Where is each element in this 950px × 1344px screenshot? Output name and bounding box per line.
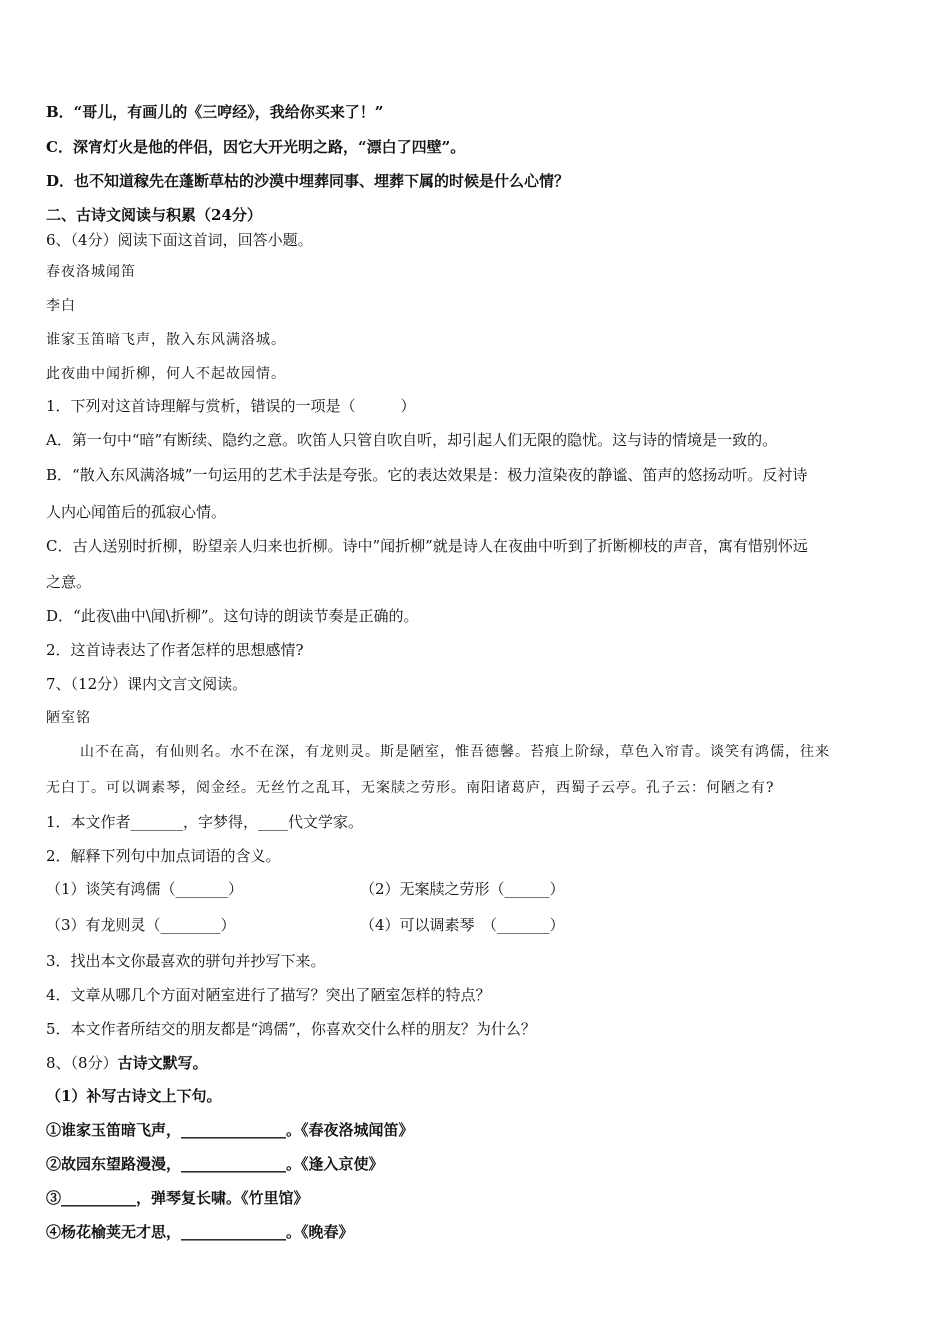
option-d: D．也不知道稼先在蓬断草枯的沙漠中埋葬同事、埋葬下属的时候是什么心情？ [46, 172, 570, 190]
q7-item: （1）谈笑有鸿儒（_______） [46, 880, 244, 898]
q8-intro [46, 1053, 208, 1073]
section-heading: 二、古诗文阅读与积累（24分） [46, 206, 262, 224]
option-b: B．“哥儿，有画儿的《三哼经》，我给你买来了！” [46, 103, 384, 121]
q6-sub1: 1．下列对这首诗理解与赏析，错误的一项是（ ） [46, 397, 416, 415]
q7-sub1: 1．本文作者_______，字梦得，____代文学家。 [46, 813, 364, 831]
q7-item: （3）有龙则灵（________） [46, 916, 236, 934]
q6-option-c: C．古人送别时折柳，盼望亲人归来也折柳。诗中”闻折柳”就是诗人在夜曲中听到了折断柳枝的声音，寓有惜别怀远 [46, 537, 808, 555]
q7-sub5: 5．本文作者所结交的朋友都是“鸿儒”，你喜欢交什么样的朋友？为什么？ [46, 1020, 536, 1038]
q7-sub2: 2．解释下列句中加点词语的含义。 [46, 847, 281, 865]
dictation-line: ③__________，弹琴复长啸。《竹里馆》 [46, 1189, 309, 1207]
option-c: C．深宵灯火是他的伴侣，因它大开光明之路，“漂白了四壁”。 [46, 138, 466, 156]
q6-option-d: D．“此夜\曲中\闻\折柳”。这句诗的朗读节奏是正确的。 [46, 607, 419, 625]
dictation-line: ②故园东望路漫漫，______________。《逢入京使》 [46, 1155, 384, 1173]
q7-intro: 7、（12分）课内文言文阅读。 [46, 675, 248, 693]
q8-intro-prefix: 8、（8分） [46, 1054, 118, 1072]
dictation-line: ①谁家玉笛暗飞声，______________。《春夜洛城闻笛》 [46, 1121, 414, 1139]
essay-text: 山不在高，有仙则名。水不在深，有龙则灵。斯是陋室，惟吾德馨。苔痕上阶绿，草色入帘青。谈笑有鸿儒，往来 [80, 744, 830, 760]
q8-sub1: （1）补写古诗文上下句。 [46, 1087, 222, 1105]
poem-line: 谁家玉笛暗飞声，散入东风满洛城。 [46, 332, 286, 348]
q8-intro-bold: 古诗文默写。 [117, 1054, 208, 1072]
q7-sub4: 4．文章从哪几个方面对陋室进行了描写？突出了陋室怎样的特点？ [46, 986, 491, 1004]
q7-item: （2）无案牍之劳形（______） [360, 880, 565, 898]
q6-sub2: 2．这首诗表达了作者怎样的思想感情? [46, 641, 304, 659]
q6-intro: 6、（4分）阅读下面这首词，回答小题。 [46, 231, 313, 249]
essay-title: 陋室铭 [46, 710, 91, 726]
q6-option-a: A．第一句中“暗”有断续、隐约之意。吹笛人只管自吹自听，却引起人们无限的隐忧。这与诗的情境是一致的。 [46, 431, 778, 449]
q7-sub3: 3．找出本文你最喜欢的骈句并抄写下来。 [46, 952, 326, 970]
q6-option-b-cont: 人内心闻笛后的孤寂心情。 [46, 503, 227, 521]
q7-item: （4）可以调素琴 （_______） [360, 916, 565, 934]
poem-title: 春夜洛城闻笛 [46, 264, 136, 280]
q6-option-b: B．“散入东风满洛城”一句运用的艺术手法是夸张。它的表达效果是：极力渲染夜的静谧、笛声的悠扬动听。反衬诗 [46, 466, 808, 484]
poem-author: 李白 [46, 298, 76, 314]
dictation-line: ④杨花榆荚无才思，______________。《晚春》 [46, 1223, 354, 1241]
essay-text-cont: 无白丁。可以调素琴，阅金经。无丝竹之乱耳，无案牍之劳形。南阳诸葛庐，西蜀子云亭。孔子云：何陋之有? [46, 780, 775, 796]
q6-option-c-cont: 之意。 [46, 573, 92, 591]
poem-line: 此夜曲中闻折柳，何人不起故园情。 [46, 366, 286, 382]
